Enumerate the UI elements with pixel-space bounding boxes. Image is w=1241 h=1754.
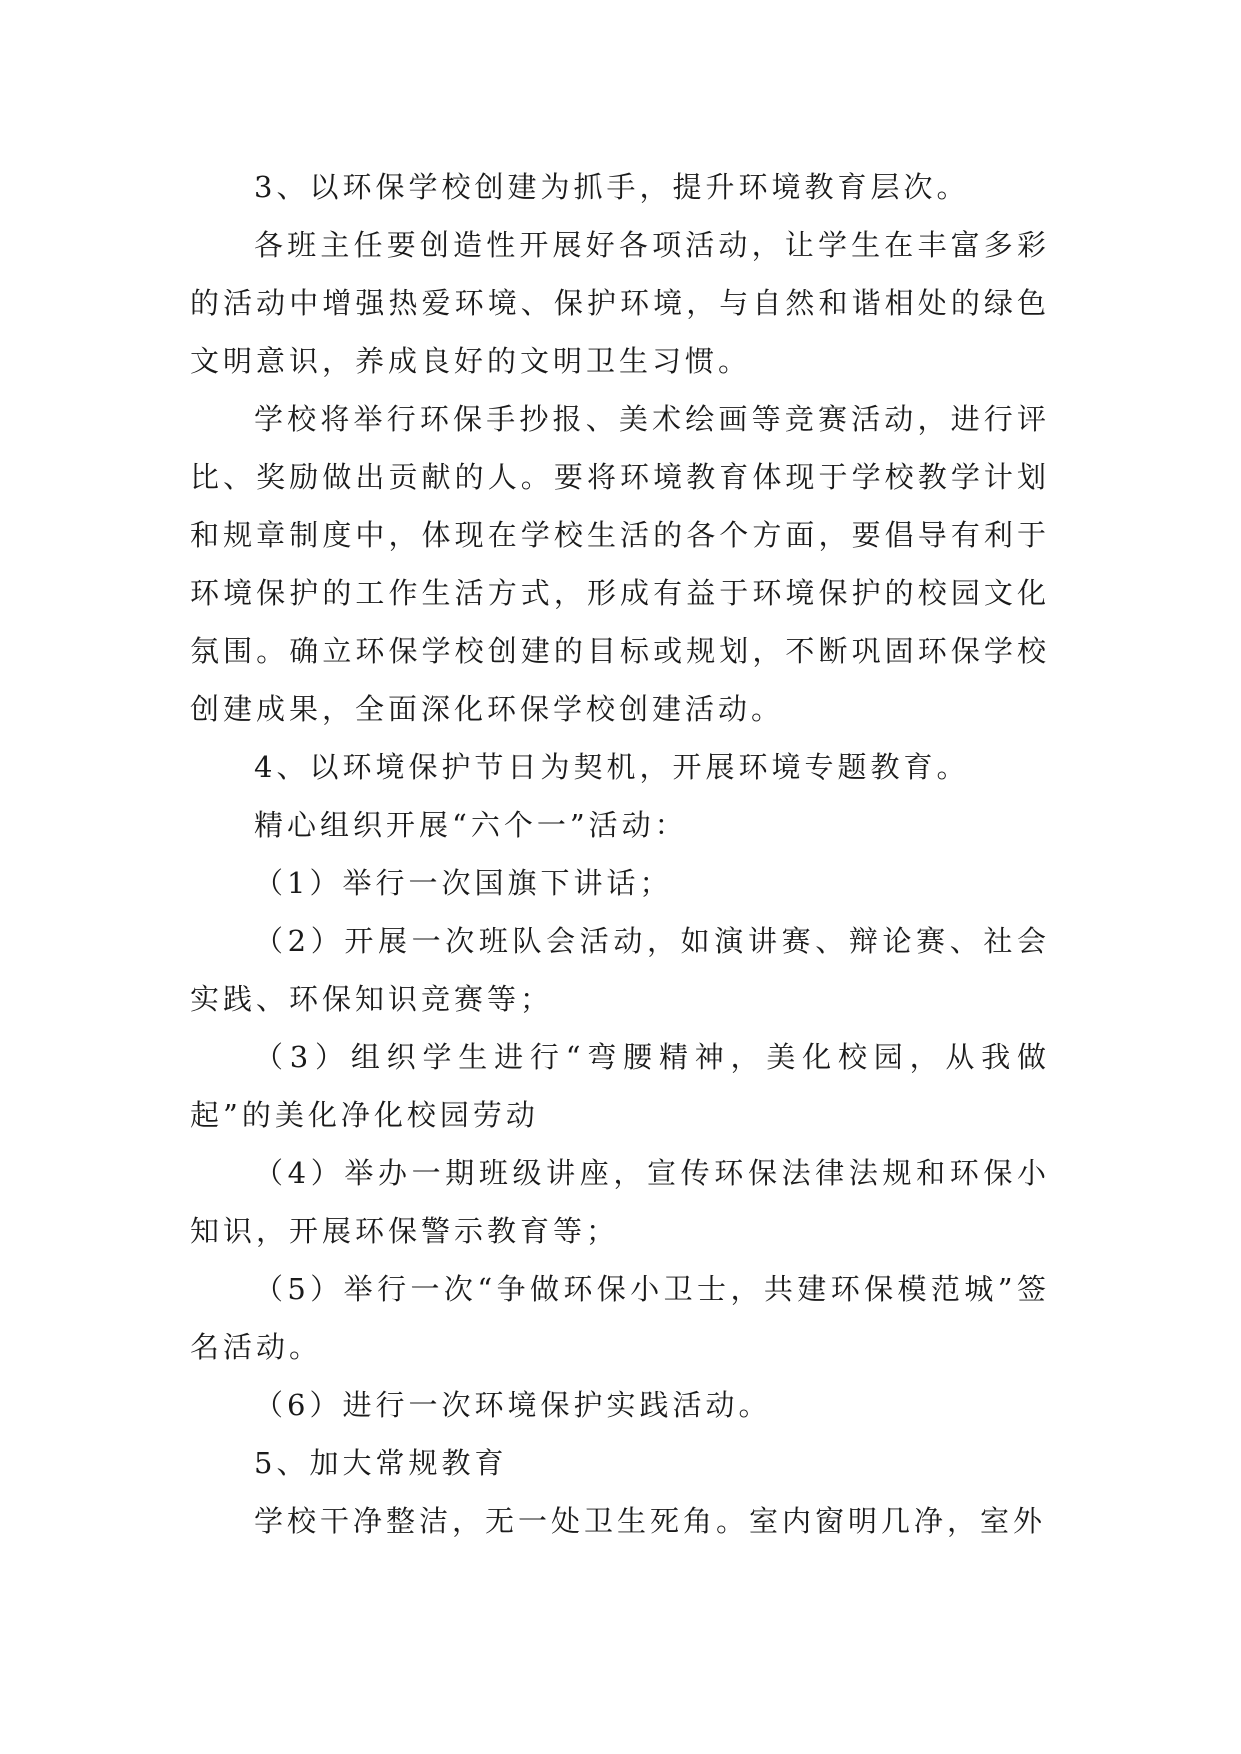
section-heading-4: 4、以环境保护节日为契机，开展环境专题教育。 [254,750,970,784]
list-item-3: （3）组织学生进行“弯腰精神，美化校园，从我做起”的美化净化校园劳动 [190,1040,1050,1132]
section-heading-5: 5、加大常规教育 [254,1446,508,1480]
list-item-1: （1）举行一次国旗下讲话； [254,866,673,900]
list-item-2: （2）开展一次班队会活动，如演讲赛、辩论赛、社会实践、环保知识竞赛等； [190,924,1050,1016]
paragraph-school-competitions: 学校将举行环保手抄报、美术绘画等竞赛活动，进行评比、奖励做出贡献的人。要将环境教育体现于学校教学计划和规章制度中，体现在学校生活的各个方面，要倡导有利于环境保护的工作生活方式，形成有益于环境保护的校园文化氛围。确立环保学校创建的目标或规划，不断巩固环保学校创建成果，全面深化环保学校创建活动。 [190,402,1050,726]
list-item-5: （5）举行一次“争做环保小卫士，共建环保模范城”签名活动。 [190,1272,1050,1364]
document-body [190,158,1050,1550]
list-item-4: （4）举办一期班级讲座，宣传环保法律法规和环保小知识，开展环保警示教育等； [190,1156,1050,1248]
paragraph-class-activities: 各班主任要创造性开展好各项活动，让学生在丰富多彩的活动中增强热爱环境、保护环境，与自然和谐相处的绿色文明意识，养成良好的文明卫生习惯。 [190,228,1050,378]
list-item-6: （6）进行一次环境保护实践活动。 [254,1388,772,1422]
paragraph-six-activities-intro: 精心组织开展“六个一”活动： [254,808,688,842]
section-heading-3: 3、以环保学校创建为抓手，提升环境教育层次。 [254,170,970,204]
paragraph-cleanliness: 学校干净整洁，无一处卫生死角。室内窗明几净，室外 [254,1504,1047,1538]
